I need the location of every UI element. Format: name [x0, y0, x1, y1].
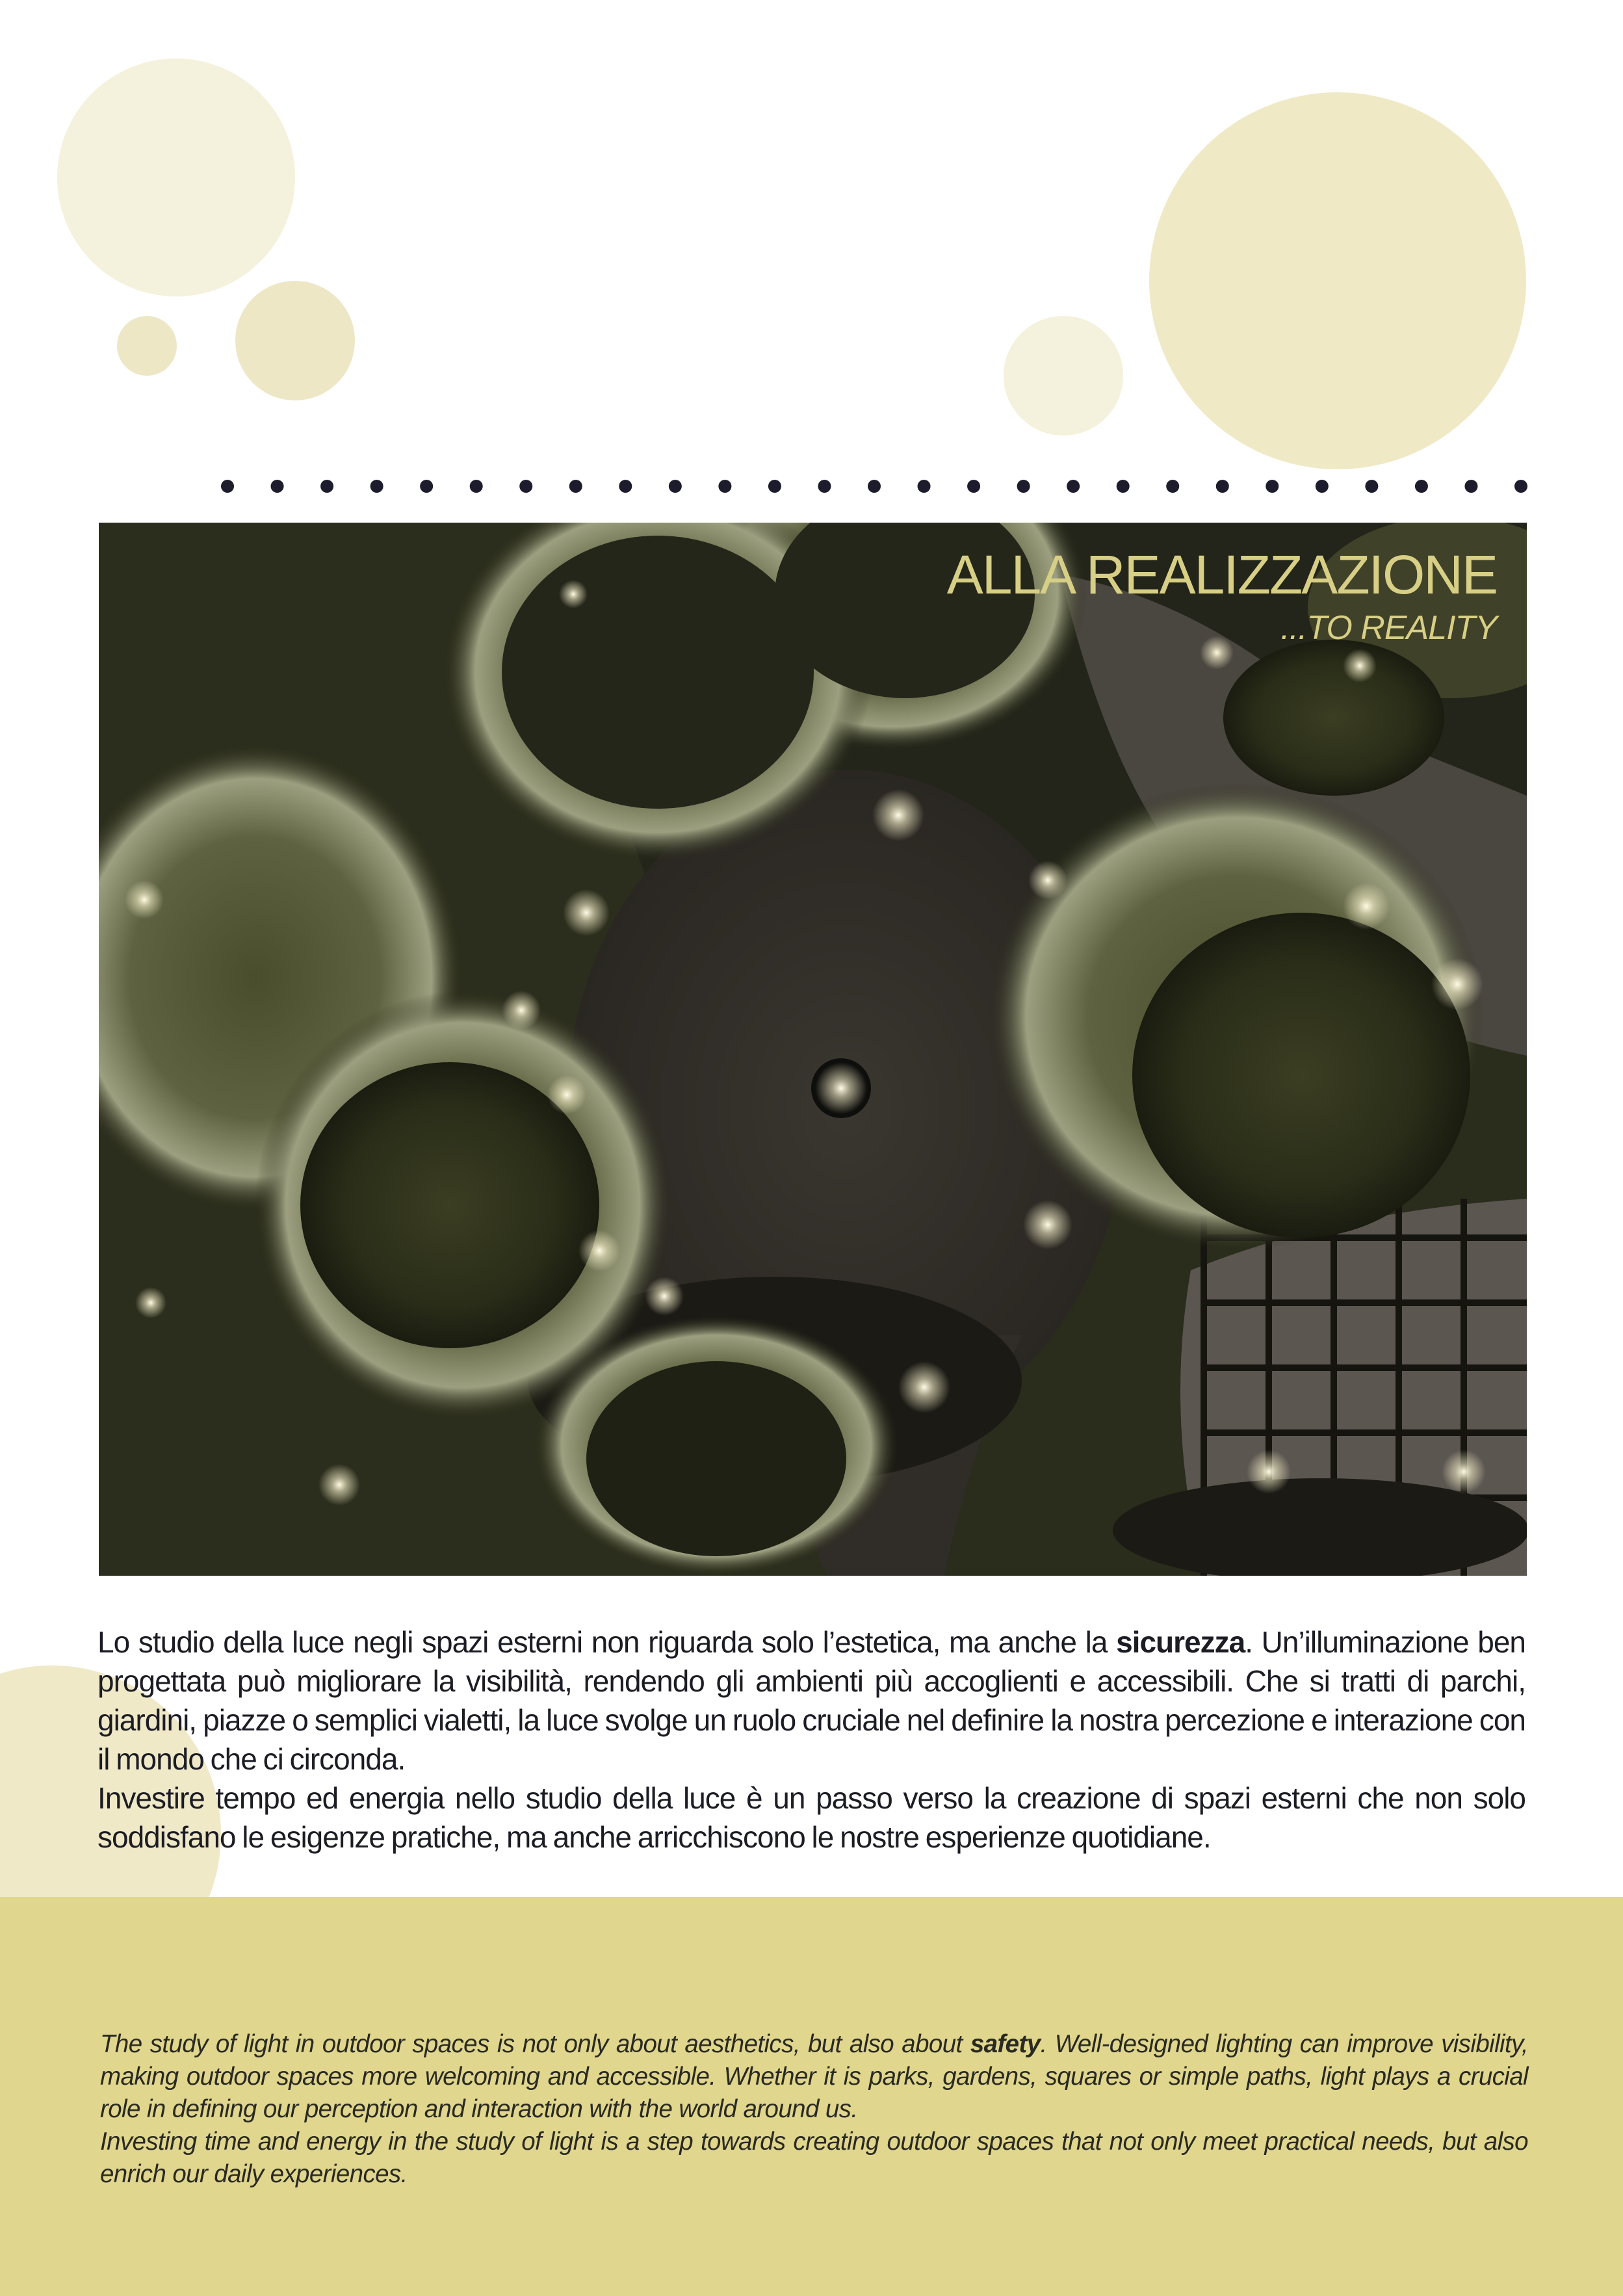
divider-dot	[1514, 480, 1527, 493]
divider-dot	[420, 480, 433, 493]
divider-dot	[470, 480, 483, 493]
divider-dot	[1166, 480, 1179, 493]
decorative-circle	[1004, 316, 1123, 436]
decorative-circle	[117, 316, 177, 376]
divider-dot	[1316, 480, 1329, 493]
photo-title-block	[946, 544, 1497, 647]
divider-dot	[1117, 480, 1130, 493]
divider-dot	[967, 480, 980, 493]
divider-dot	[1464, 480, 1477, 493]
english-paragraph-1	[100, 2028, 1528, 2126]
italian-paragraph-1	[97, 1623, 1526, 1779]
decorative-circle	[57, 59, 295, 296]
divider-dot	[221, 480, 234, 493]
text-run: Lo studio della luce negli spazi esterni non riguarda solo l’estetica, ma anche la	[97, 1625, 1117, 1659]
divider-dot	[818, 480, 831, 493]
english-body-text	[100, 2028, 1528, 2191]
divider-dot	[569, 480, 582, 493]
decorative-circle	[235, 281, 355, 400]
bold-keyword: sicurezza	[1116, 1625, 1245, 1659]
text-run: . Well-designed lighting can improve visibility, making outdoor spaces more welcoming and accessible. Whether it is parks, gardens, squares or simple paths, light plays a crucial role in defining our perception and interaction with the world around us.	[100, 2030, 1528, 2123]
divider-dot	[271, 480, 284, 493]
italian-paragraph-2: Investire tempo ed energia nello studio della luce è un passo verso la creazione di spazi esterni che non solo soddisfano le esigenze pratiche, ma anche arricchiscono le nostre esperienze quotidiane.	[97, 1781, 1526, 1854]
divider-dot	[1365, 480, 1378, 493]
garden-night-photo	[99, 523, 1527, 1576]
english-paragraph-2: Investing time and energy in the study of light is a step towards creating outdoor spaces that not only meet practical needs, but also enrich our daily experiences.	[100, 2128, 1528, 2188]
bold-keyword: safety	[970, 2030, 1041, 2058]
divider-dot	[370, 480, 383, 493]
divider-dot	[1067, 480, 1080, 493]
divider-dot	[1266, 480, 1279, 493]
divider-dot	[619, 480, 632, 493]
page-subtitle: ...TO REALITY	[1280, 609, 1497, 647]
page-title: ALLA REALIZZAZIONE	[946, 544, 1497, 605]
divider-dot	[1017, 480, 1030, 493]
italian-body-text	[97, 1623, 1526, 1857]
divider-dot	[519, 480, 532, 493]
divider-dot	[320, 480, 333, 493]
divider-dot	[718, 480, 731, 493]
divider-dot	[918, 480, 931, 493]
divider-dot	[768, 480, 781, 493]
text-run: . Un’illuminazione ben progettata può migliorare la visibilità, rendendo gli ambienti più accoglienti e accessibili. Che si tratti di parchi, giardini, piazze o semplici vialetti, la luce svolge un ruolo cruciale nel definire la nostra percezione e interazione con il mondo che ci circonda.	[97, 1625, 1526, 1776]
divider-dot	[669, 480, 682, 493]
text-run: The study of light in outdoor spaces is not only about aesthetics, but also about	[100, 2030, 970, 2058]
decorative-circle	[1149, 92, 1526, 469]
divider-dot	[868, 480, 881, 493]
divider-dot	[1216, 480, 1229, 493]
divider-dot	[1415, 480, 1428, 493]
